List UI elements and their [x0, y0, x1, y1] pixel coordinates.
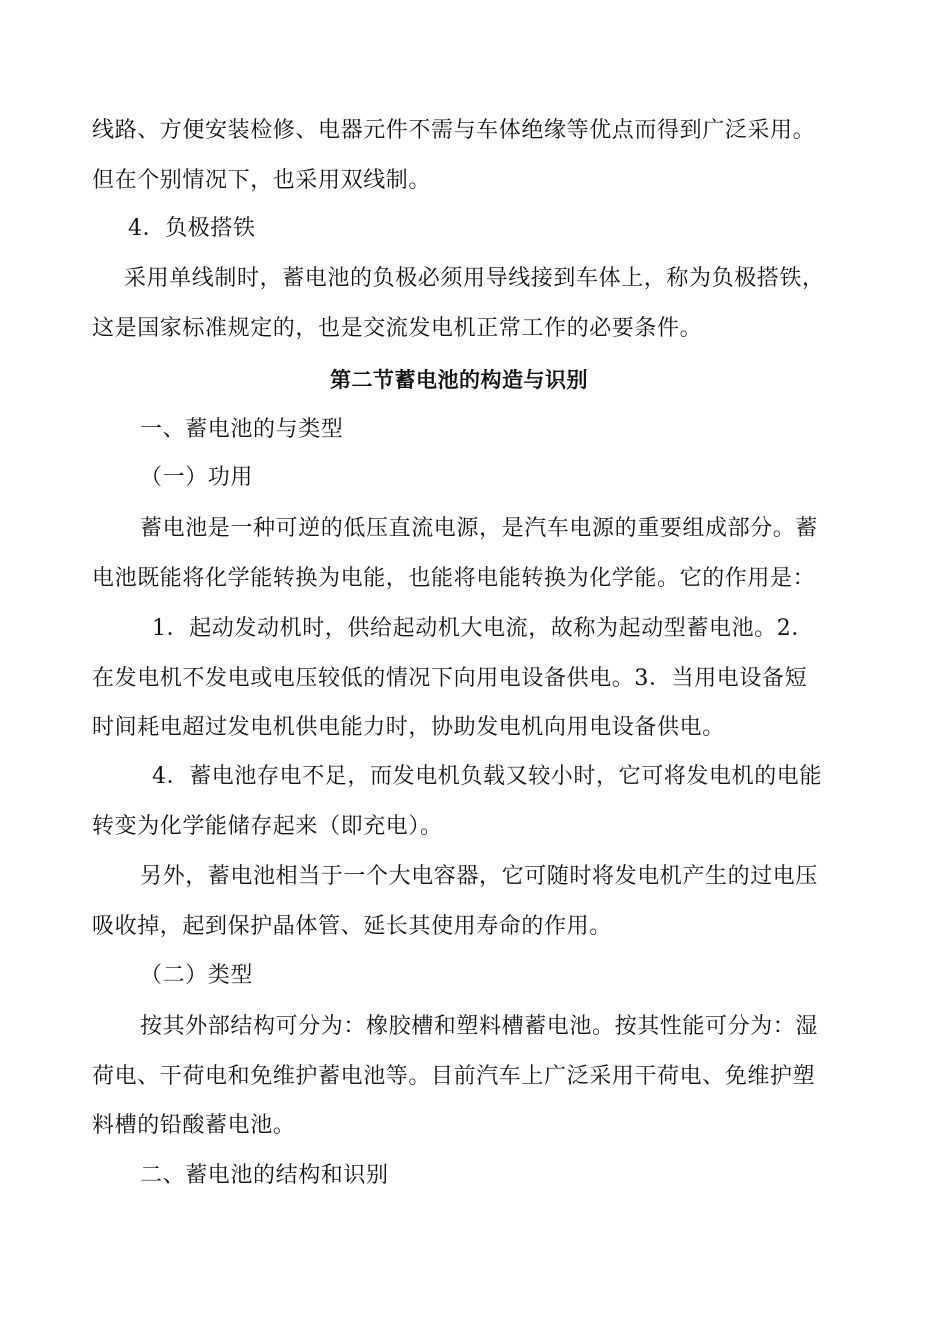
- body-text-line: 时间耗电超过发电机供电能力时，协助发电机向用电设备供电。: [92, 715, 725, 740]
- body-text-line: 另外，蓄电池相当于一个大电容器，它可随时将发电机产生的过电压: [140, 864, 819, 889]
- body-text-line: 线路、方便安装检修、电器元件不需与车体绝缘等优点而得到广泛采用。: [92, 118, 816, 143]
- body-text-line: 但在个别情况下，也采用双线制。: [92, 168, 432, 193]
- body-text-line: 按其外部结构可分为：橡胶槽和塑料槽蓄电池。按其性能可分为：湿: [140, 1014, 819, 1039]
- body-text-line: 1．起动发动机时，供给起动机大电流，故称为起动型蓄电池。2．: [152, 616, 814, 641]
- body-text-line: 蓄电池是一种可逆的低压直流电源，是汽车电源的重要组成部分。蓄: [140, 516, 819, 541]
- body-text-line: 4．蓄电池存电不足，而发电机负载又较小时，它可将发电机的电能: [152, 764, 822, 789]
- body-text-line: 这是国家标准规定的，也是交流发电机正常工作的必要条件。: [92, 316, 703, 341]
- body-text-line: 料槽的铅酸蓄电池。: [92, 1113, 296, 1138]
- section-heading: 第二节蓄电池的构造与识别: [330, 368, 588, 392]
- body-text-line: 采用单线制时，蓄电池的负极必须用导线接到车体上，称为负极搭铁，: [124, 266, 825, 291]
- subsection-heading: （二）类型: [140, 963, 254, 988]
- body-text-line: 吸收掉，起到保护晶体管、延长其使用寿命的作用。: [92, 914, 612, 939]
- body-text-line: 荷电、干荷电和免维护蓄电池等。目前汽车上广泛采用干荷电、免维护塑: [92, 1064, 816, 1089]
- subsection-heading: 4．负极搭铁: [128, 216, 256, 241]
- subsection-heading: （一）功用: [140, 465, 254, 490]
- body-text-line: 在发电机不发电或电压较低的情况下向用电设备供电。3．当用电设备短: [92, 666, 808, 691]
- subsection-heading: 一、蓄电池的与类型: [140, 417, 344, 442]
- body-text-line: 电池既能将化学能转换为电能，也能将电能转换为化学能。它的作用是：: [92, 566, 816, 591]
- subsection-heading: 二、蓄电池的结构和识别: [140, 1163, 389, 1188]
- body-text-line: 转变为化学能储存起来（即充电）。: [92, 814, 443, 839]
